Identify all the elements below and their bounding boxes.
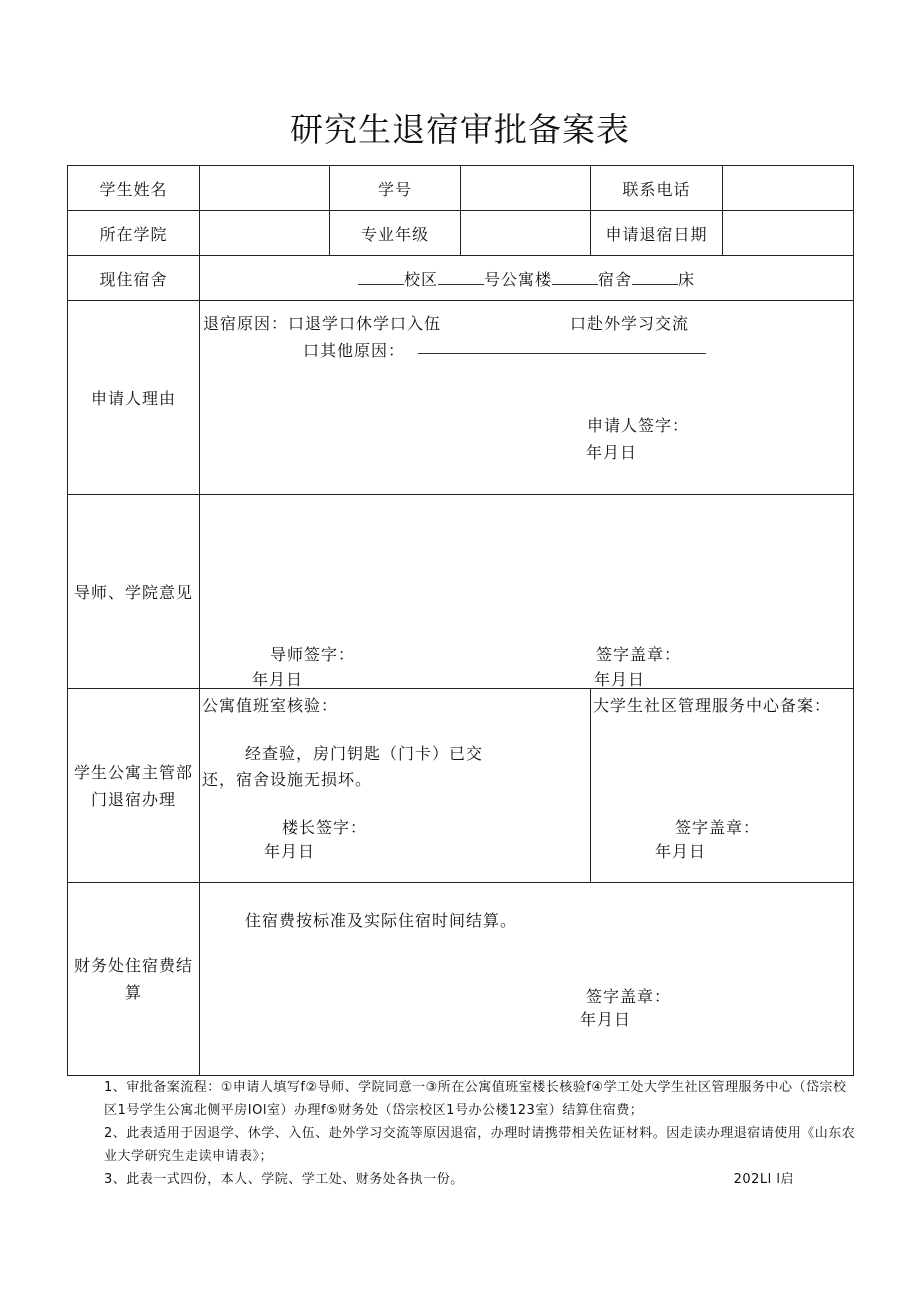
community-center-record-field[interactable] [591,689,854,883]
phone-field[interactable] [723,166,854,211]
community-center-seal-label: 签字盖章： [675,818,761,837]
finance-date: 年月日 [580,1010,632,1029]
note-3-text: 3、此表一式四份，本人、学院、学工处、财务处各执一份。 [104,1172,464,1187]
footnotes [104,1076,860,1191]
bed-text: 床 [678,269,696,289]
reason-options[interactable]: 退宿原因：口退学口休学口入伍 [203,314,442,333]
student-name-field[interactable] [200,166,330,211]
phone-label: 联系电话 [591,166,723,211]
applicant-sign-label: 申请人签字： [587,416,690,435]
finance-statement: 住宿费按标准及实际住宿时间结算。 [245,911,518,930]
applicant-reason-label: 申请人理由 [68,301,200,495]
row-finance [68,883,854,1076]
applicant-reason-field[interactable] [200,301,854,495]
row-advisor [68,495,854,689]
finance-seal-label: 签字盖章： [586,987,672,1006]
row-basic-info [68,166,854,211]
building-manager-sign-label: 楼长签字： [282,818,368,837]
room-blank[interactable] [552,270,598,285]
building-manager-date: 年月日 [264,842,316,861]
apartment-dept-label-line1: 学生公寓主管部 [73,762,193,782]
other-reason-blank[interactable] [418,339,706,354]
bed-blank[interactable] [632,270,678,285]
exchange-option[interactable]: 口赴外学习交流 [570,314,690,333]
apartment-dept-label-line2: 门退宿办理 [90,789,176,809]
building-text: 号公寓楼 [483,269,552,289]
finance-label-line2: 算 [124,983,142,1002]
checkout-date-field[interactable] [723,211,854,256]
applicant-date: 年月日 [586,443,638,462]
note-3-copies [104,1168,860,1191]
check-statement-line1: 经查验，房门钥匙（门卡）已交 [245,744,484,763]
finance-label-line1: 财务处住宿费结 [73,956,193,975]
checkout-date-label: 申请退宿日期 [591,211,723,256]
row-reason [68,301,854,495]
advisor-sign-label: 导师签字： [270,645,356,664]
campus-text: 校区 [403,269,438,289]
note-2-scope: 2、此表适用于因退学、休学、入伍、赴外学习交流等原因退宿，办理时请携带相关佐证材料。因走读办理退宿请使用《山东农业大学研究生走读申请表》； [104,1126,856,1164]
college-field[interactable] [200,211,330,256]
check-statement-line2: 还，宿舍设施无损坏。 [202,770,373,789]
campus-blank[interactable] [358,270,404,285]
advisor-date: 年月日 [252,670,304,689]
college-seal-date: 年月日 [594,670,646,689]
community-center-date: 年月日 [655,842,707,861]
community-center-title: 大学生社区管理服务中心备案： [593,696,832,715]
student-id-field[interactable] [461,166,591,211]
college-seal-label: 签字盖章： [596,645,682,664]
current-dorm-field[interactable] [200,256,854,301]
current-dorm-label: 现住宿舍 [68,256,200,301]
dorm-duty-check-title: 公寓值班室核验： [202,696,339,715]
finance-settlement-label [68,883,200,1076]
row-college-info [68,211,854,256]
other-reason-option[interactable]: 口其他原因： [303,341,406,360]
student-id-label: 学号 [330,166,461,211]
room-text: 宿舍 [598,269,633,289]
version-mark: 202Ll l启 [733,1172,794,1187]
building-blank[interactable] [438,270,484,285]
approval-form-table [67,165,854,1076]
row-dorm [68,256,854,301]
form-title: 研究生退宿审批备案表 [290,110,630,149]
note-1-process: 1、审批备案流程：①申请人填写f②导师、学院同意一③所在公寓值班室楼长核验f④学工处大学生社区管理服务中心（岱宗校区1号学生公寓北侧平房IOl室）办理f⑤财务处（岱宗校区1号办公楼123室）结算住宿费； [104,1080,847,1118]
major-grade-field[interactable] [461,211,591,256]
dorm-duty-check-field[interactable] [200,689,591,883]
student-name-label: 学生姓名 [68,166,200,211]
finance-settlement-field[interactable] [200,883,854,1076]
advisor-college-opinion-field[interactable] [200,495,854,689]
college-label: 所在学院 [68,211,200,256]
advisor-college-opinion-label: 导师、学院意见 [68,495,200,689]
row-apartment [68,689,854,883]
major-grade-label: 专业年级 [330,211,461,256]
apartment-dept-label [68,689,200,883]
